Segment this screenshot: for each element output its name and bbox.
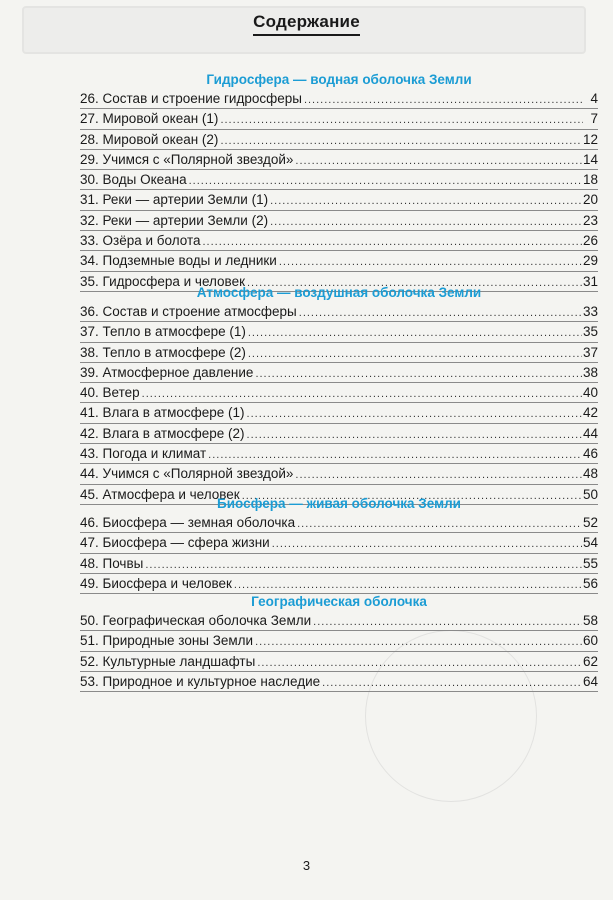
- toc-entry-title: 45. Атмосфера и человек: [80, 486, 240, 502]
- toc-entry[interactable]: [80, 611, 598, 631]
- dot-leader: [304, 91, 583, 110]
- toc-entry[interactable]: [80, 343, 598, 363]
- toc-entry-title: 38. Тепло в атмосфере (2): [80, 344, 246, 360]
- toc-entry[interactable]: [80, 554, 598, 574]
- toc-entry-title: 35. Гидросфера и человек: [80, 273, 245, 289]
- toc-entry-page: 12: [582, 131, 598, 147]
- dot-leader: [297, 515, 582, 534]
- dot-leader: [322, 674, 582, 693]
- toc-entry-page: 14: [582, 151, 598, 167]
- toc-entry-title: 29. Учимся с «Полярной звездой»: [80, 151, 294, 167]
- dot-leader: [313, 613, 582, 632]
- section-biosphere: [80, 494, 598, 594]
- toc-entry-title: 28. Мировой океан (2): [80, 131, 219, 147]
- toc-entry[interactable]: [80, 631, 598, 651]
- page-number: 3: [302, 858, 311, 873]
- dot-leader: [189, 172, 582, 191]
- toc-entry-page: 7: [590, 111, 598, 127]
- toc-entry-title: 49. Биосфера и человек: [80, 575, 232, 591]
- toc-entry-page: 54: [582, 535, 598, 551]
- toc-entry-page: 18: [582, 172, 598, 188]
- toc-entry[interactable]: [80, 251, 598, 271]
- toc-entry-title: 39. Атмосферное давление: [80, 364, 254, 380]
- toc-entry-title: 33. Озёра и болота: [80, 233, 201, 249]
- toc-entry-page: 37: [582, 344, 598, 360]
- toc-entry-title: 31. Реки — артерии Земли (1): [80, 192, 269, 208]
- dot-leader: [270, 213, 582, 232]
- toc-entry[interactable]: [80, 403, 598, 423]
- toc-entry-title: 52. Культурные ландшафты: [80, 653, 256, 669]
- toc-entry-page: 31: [582, 273, 598, 289]
- dot-leader: [270, 192, 582, 211]
- toc-entry-title: 37. Тепло в атмосфере (1): [80, 324, 246, 340]
- dot-leader: [145, 556, 582, 575]
- dot-leader: [257, 654, 582, 673]
- toc-entry[interactable]: [80, 672, 598, 692]
- section-heading: Гидросфера — водная оболочка Земли: [206, 72, 472, 87]
- dot-leader: [220, 111, 583, 130]
- toc-entry-title: 32. Реки — артерии Земли (2): [80, 212, 269, 228]
- dot-leader: [142, 385, 582, 404]
- title-block: [0, 12, 613, 36]
- toc-entry-title: 46. Биосфера — земная оболочка: [80, 515, 296, 530]
- section-heading: Атмосфера — воздушная оболочка Земли: [196, 285, 482, 300]
- toc-entry-page: 62: [582, 653, 598, 669]
- toc-entry-title: 53. Природное и культурное наследие: [80, 673, 321, 689]
- toc-entry-page: 50: [582, 486, 598, 502]
- section-heading: Биосфера — живая оболочка Земли: [217, 496, 461, 511]
- page-title: Содержание: [253, 12, 360, 36]
- dot-leader: [255, 633, 582, 652]
- toc-entry-page: 60: [582, 633, 598, 649]
- toc-entry-title: 40. Ветер: [80, 385, 140, 401]
- dot-leader: [255, 365, 582, 384]
- toc-entry[interactable]: [80, 363, 598, 383]
- toc-entry-title: 26. Состав и строение гидросферы: [80, 91, 302, 106]
- dot-leader: [248, 324, 582, 343]
- toc-entry-title: 36. Состав и строение атмосферы: [80, 304, 297, 319]
- toc-entry-title: 44. Учимся с «Полярной звездой»: [80, 466, 294, 482]
- toc-entry[interactable]: [80, 322, 598, 342]
- toc-entry[interactable]: [80, 231, 598, 251]
- toc-entry[interactable]: [80, 464, 598, 484]
- dot-leader: [248, 345, 582, 364]
- toc-entry-page: 20: [582, 192, 598, 208]
- toc-entry-title: 50. Географическая оболочка Земли: [80, 613, 312, 628]
- toc-entry-page: 55: [582, 555, 598, 571]
- toc-entry[interactable]: [80, 170, 598, 190]
- section-geographic-envelope: [80, 592, 598, 692]
- toc-entry-page: 29: [582, 253, 598, 269]
- toc-entry-page: 4: [590, 91, 598, 106]
- toc-entry-title: 34. Подземные воды и ледники: [80, 253, 277, 269]
- toc-entry-page: 48: [582, 466, 598, 482]
- toc-entry-title: 42. Влага в атмосфере (2): [80, 425, 245, 441]
- toc-entry[interactable]: [80, 424, 598, 444]
- toc-entry[interactable]: [80, 513, 598, 533]
- dot-leader: [299, 304, 582, 323]
- toc-entry[interactable]: [80, 211, 598, 231]
- toc-entry[interactable]: [80, 130, 598, 150]
- dot-leader: [220, 132, 582, 151]
- dot-leader: [247, 405, 582, 424]
- toc-entry-title: 51. Природные зоны Земли: [80, 633, 254, 649]
- toc-entry-page: 64: [582, 673, 598, 689]
- toc-entry[interactable]: [80, 109, 598, 129]
- toc-entry[interactable]: [80, 533, 598, 553]
- toc-entry-page: 52: [582, 515, 598, 530]
- toc-entry-page: 23: [582, 212, 598, 228]
- toc-entry-title: 48. Почвы: [80, 555, 144, 571]
- toc-entry[interactable]: [80, 652, 598, 672]
- toc-entry-page: 42: [582, 405, 598, 421]
- toc-entry-title: 47. Биосфера — сфера жизни: [80, 535, 270, 551]
- toc-entry-title: 41. Влага в атмосфере (1): [80, 405, 245, 421]
- toc-entry-page: 33: [582, 304, 598, 319]
- toc-entry[interactable]: [80, 150, 598, 170]
- dot-leader: [295, 466, 582, 485]
- toc-entry-page: 58: [582, 613, 598, 628]
- section-atmosphere: [80, 283, 598, 505]
- dot-leader: [203, 233, 582, 252]
- dot-leader: [208, 446, 582, 465]
- toc-entry-page: 38: [582, 364, 598, 380]
- toc-entry-page: 40: [582, 385, 598, 401]
- dot-leader: [295, 152, 582, 171]
- toc-entry[interactable]: [80, 190, 598, 210]
- toc-entry[interactable]: [80, 383, 598, 403]
- toc-entry-title: 43. Погода и климат: [80, 446, 207, 462]
- toc-entry-page: 44: [582, 425, 598, 441]
- toc-entry-title: 27. Мировой океан (1): [80, 111, 219, 127]
- toc-entry-page: 35: [582, 324, 598, 340]
- section-heading: Географическая оболочка: [251, 594, 427, 609]
- toc-entry-page: 56: [582, 575, 598, 591]
- toc-entry[interactable]: [80, 444, 598, 464]
- dot-leader: [272, 535, 582, 554]
- dot-leader: [279, 253, 582, 272]
- toc-entry-page: 26: [582, 233, 598, 249]
- toc-entry-page: 46: [582, 446, 598, 462]
- toc-entry-title: 30. Воды Океана: [80, 172, 187, 188]
- toc-entry[interactable]: [80, 89, 598, 109]
- toc-entry[interactable]: [80, 302, 598, 322]
- section-hydrosphere: [80, 70, 598, 292]
- dot-leader: [247, 426, 582, 445]
